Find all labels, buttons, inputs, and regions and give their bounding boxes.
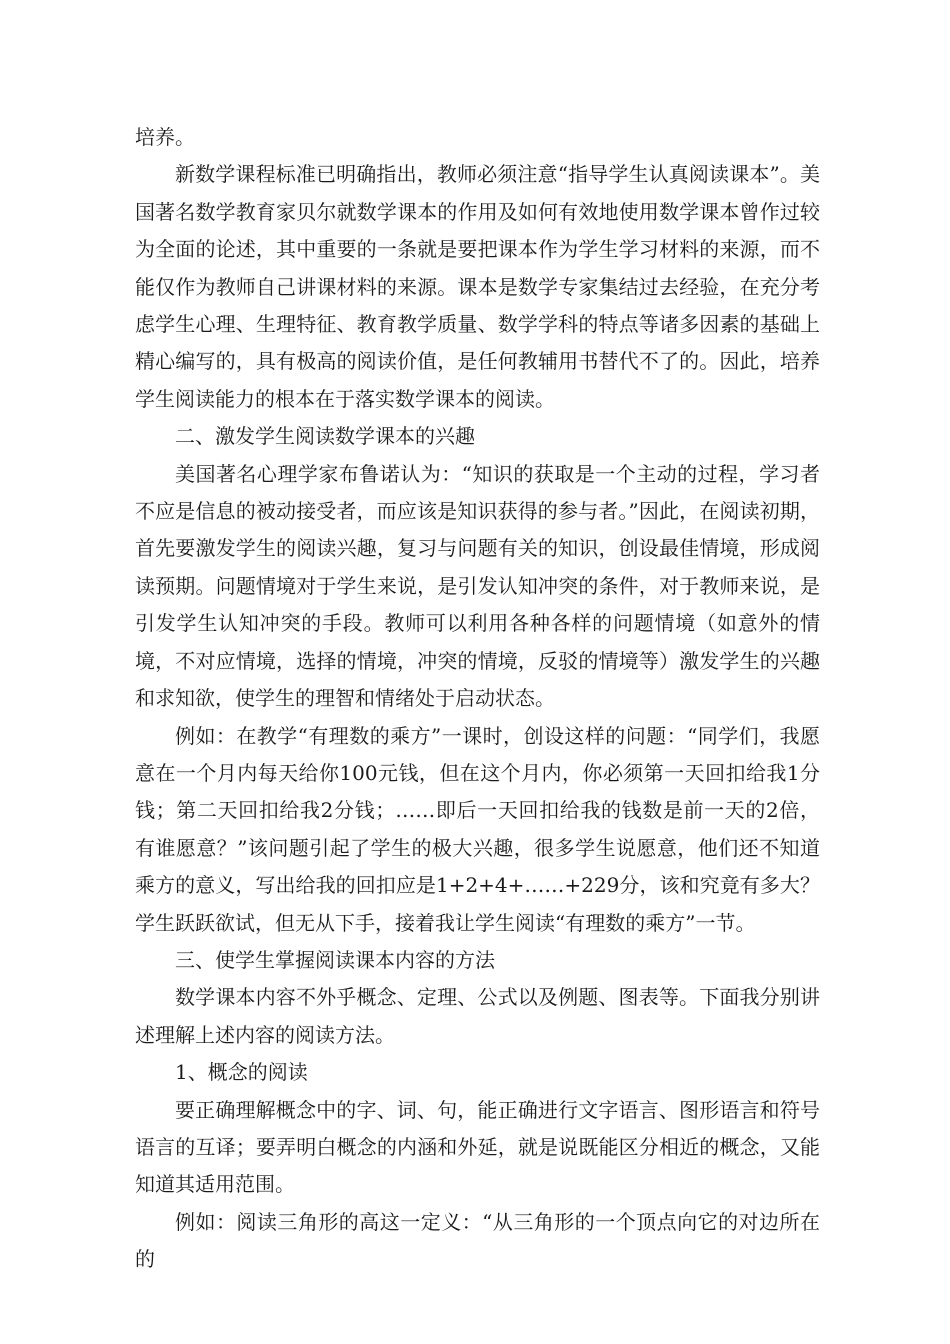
subsection-heading-concepts: 1、概念的阅读 <box>175 1060 308 1085</box>
paragraph-curriculum-standard: 新数学课程标准已明确指出，教师必须注意“指导学生认真阅读课本”。美国著名数学教育家贝尔就数学课本的作用及如何有效地使用数学课本曾作过较为全面的论述，其中重要的一条就是要把课本作为学生学习材料的来源，而不能仅作为教师自己讲课材料的来源。课本是数学专家集结过去经验，在充分考虑学生心理、生理特征、教育教学质量、数学学科的特点等诸多因素的基础上精心编写的，具有极高的阅读价值，是任何教辅用书替代不了的。因此，培养学生阅读能力的根本在于落实数学课本的阅读。 <box>135 162 820 411</box>
paragraph-bruner: 美国著名心理学家布鲁诺认为：“知识的获取是一个主动的过程，学习者不应是信息的被动接受者，而应该是知识获得的参与者。”因此，在阅读初期，首先要激发学生的阅读兴趣，复习与问题有关的知识，创设最佳情境，形成阅读预期。问题情境对于学生来说，是引发认知冲突的条件，对于教师来说，是引发学生认知冲突的手段。教师可以利用各种各样的问题情境（如意外的情境，不对应情境，选择的情境，冲突的情境，反驳的情境等）激发学生的兴趣和求知欲，使学生的理智和情绪处于启动状态。 <box>135 461 820 711</box>
paragraph-concepts: 要正确理解概念中的字、词、句，能正确进行文字语言、图形语言和符号语言的互译；要弄明白概念的内涵和外延，就是说既能区分相近的概念，又能知道其适用范围。 <box>135 1097 820 1197</box>
paragraph-example-power: 例如：在教学“有理数的乘方”一课时，创设这样的问题：“同学们，我愿意在一个月内每天给你100元钱，但在这个月内，你必须第一天回扣给我1分钱；第二天回扣给我2分钱；……即后一天回扣给我的钱数是前一天的2倍，有谁愿意？”该问题引起了学生的极大兴趣，很多学生说愿意，他们还不知道乘方的意义，写出给我的回扣应是1+2+4+……+229分，该和究竟有多大？学生跃跃欲试，但无从下手，接着我让学生阅读“有理数的乘方”一节。 <box>135 723 820 935</box>
section-heading-2: 二、激发学生阅读数学课本的兴趣 <box>175 424 475 449</box>
paragraph-example-altitude: 例如：阅读三角形的高这一定义：“从三角形的一个顶点向它的对边所在的 <box>135 1209 820 1272</box>
document-body <box>135 119 820 1279</box>
paragraph-methods-intro: 数学课本内容不外乎概念、定理、公式以及例题、图表等。下面我分别讲述理解上述内容的阅读方法。 <box>135 985 820 1047</box>
section-heading-3: 三、使学生掌握阅读课本内容的方法 <box>175 947 495 972</box>
paragraph-continuation: 培养。 <box>135 125 195 149</box>
